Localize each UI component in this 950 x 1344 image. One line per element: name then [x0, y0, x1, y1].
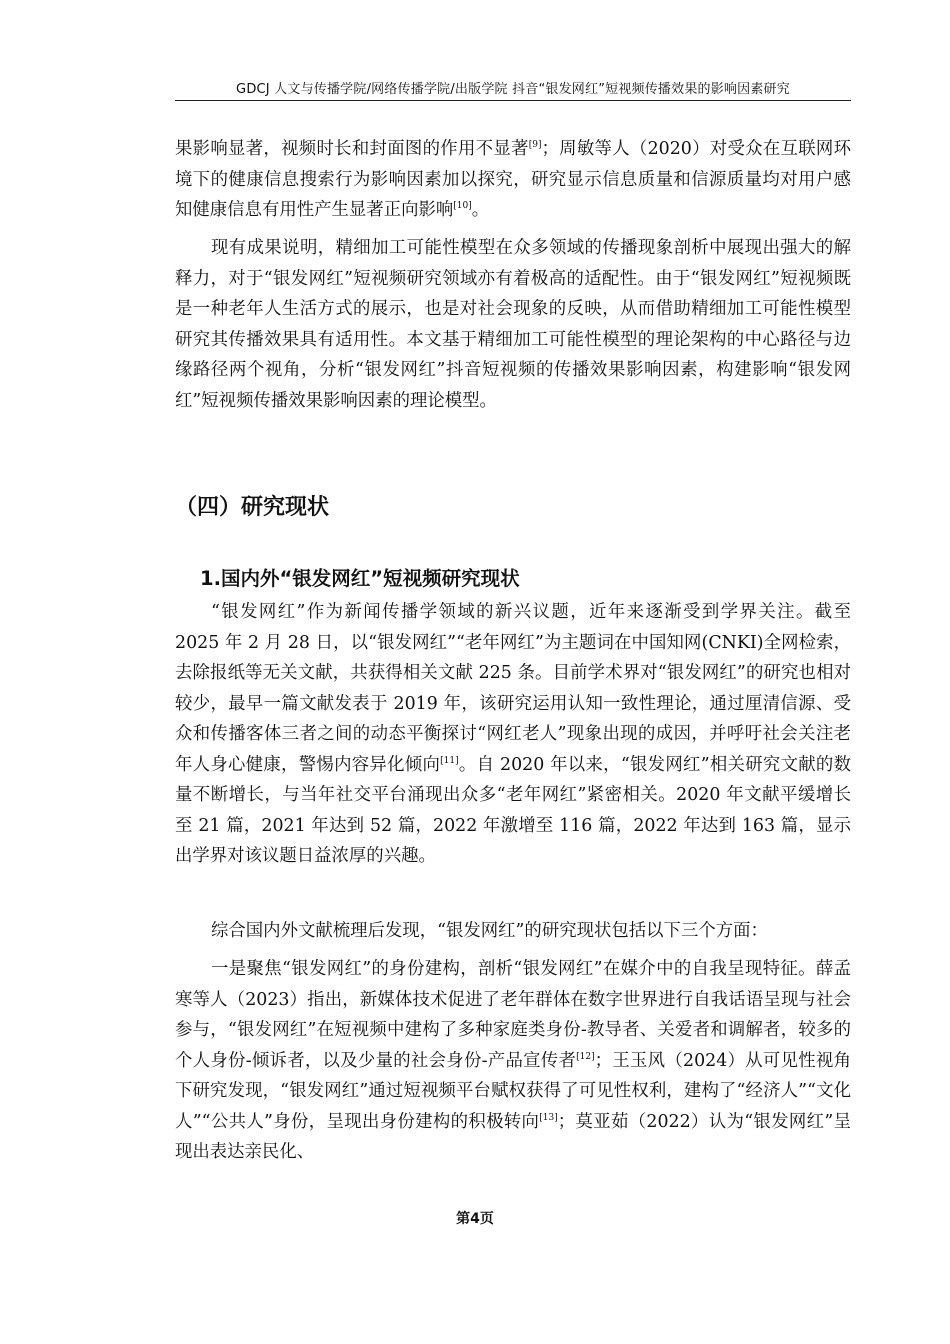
paragraph-2: 现有成果说明，精细加工可能性模型在众多领域的传播现象剖析中展现出强大的解释力，对于“银发网红”短视频研究领域亦有着极高的适配性。由于“银发网红”短视频既是一种老年人生活方式的展示，也是对社会现象的反映，从而借助精细加工可能性模型研究其传播效果具有适用性。本文基于精细加工可能性模型的理论架构的中心路径与边缘路径两个视角，分析“银发网红”抖音短视频的传播效果影响因素，构建影响“银发网红”短视频传播效果影响因素的理论模型。 — [175, 238, 851, 411]
paragraph-text: 。自 2020 年以来，“银发网红”相关研究文献的数量不断增长，与当年社交平台涌现出众多“老年网红”紧密相关。2020 年文献平缓增长至 21 篇，2021 年达到 52 篇，2022 年激增至 116 篇，2022 年达到 163 篇，显示出学界对该议题日益浓厚的兴趣。 — [175, 754, 851, 866]
citation-ref: [10] — [453, 201, 472, 211]
paragraph-text: 。 — [471, 200, 490, 220]
citation-ref: [13] — [539, 1112, 558, 1123]
paragraph-text: ；王玉风（2024）从可见性视角下研究发现，“银发网红”通过短视频平台赋权获得了可见性权利，建构了“经济人”“文化人”“公共人”身份，呈现出身份建构的积极转向 — [175, 1050, 851, 1132]
header-divider — [175, 100, 851, 101]
paragraph-text: ；莫亚茹（2022）认为“银发网红”呈现出表达亲民化、 — [175, 1111, 851, 1162]
subsection-heading: 1.国内外“银发网红”短视频研究现状 — [200, 567, 520, 590]
paragraph-text: ；周敏等人（2020）对受众在互联网环境下的健康信息搜索行为影响因素加以探究，研究显示信息质量和信源质量均对用户感知健康信息有用性产生显著正向影响 — [175, 139, 851, 220]
paragraph-text: 果影响显著，视频时长和封面图的作用不显著 — [175, 139, 529, 159]
citation-ref: [11] — [440, 755, 459, 766]
citation-ref: [9] — [528, 140, 542, 150]
citation-ref: [12] — [576, 1051, 595, 1062]
paragraph-3 — [175, 597, 851, 872]
paragraph-5 — [175, 954, 851, 1168]
paragraph-text: “银发网红”作为新闻传播学领域的新兴议题，近年来逐渐受到学界关注。截至 2025 年 2 月 28 日，以“银发网红”“老年网红”为主题词在中国知网(CNKI)全网检索，去除报纸等无关文献，共获得相关文献 225 条。目前学术界对“银发网红”的研究也相对较少，最早一篇文献发表于 2019 年，该研究运用认知一致性理论，通过厘清信源、受众和传播客体三者之间的动态平衡探讨“网红老人”现象出现的成因，并呼吁社会关注老年人身心健康，警惕内容异化倾向 — [175, 602, 851, 775]
running-header: GDCJ 人文与传播学院/网络传播学院/出版学院 抖音“银发网红”短视频传播效果的影响因素研究 — [236, 82, 790, 97]
section-heading: （四）研究现状 — [175, 495, 330, 520]
paragraph-1 — [175, 134, 851, 226]
page-number: 第4页 — [456, 1211, 494, 1227]
paragraph-4: 综合国内外文献梳理后发现，“银发网红”的研究现状包括以下三个方面： — [211, 921, 768, 941]
paragraph-text: 一是聚焦“银发网红”的身份建构，剖析“银发网红”在媒介中的自我呈现特征。薛孟寒等人（2023）指出，新媒体技术促进了老年群体在数字世界进行自我话语呈现与社会参与，“银发网红”在短视频中建构了多种家庭类身份-教导者、关爱者和调解者，较多的个人身份-倾诉者，以及少量的社会身份-产品宣传者 — [175, 959, 851, 1071]
